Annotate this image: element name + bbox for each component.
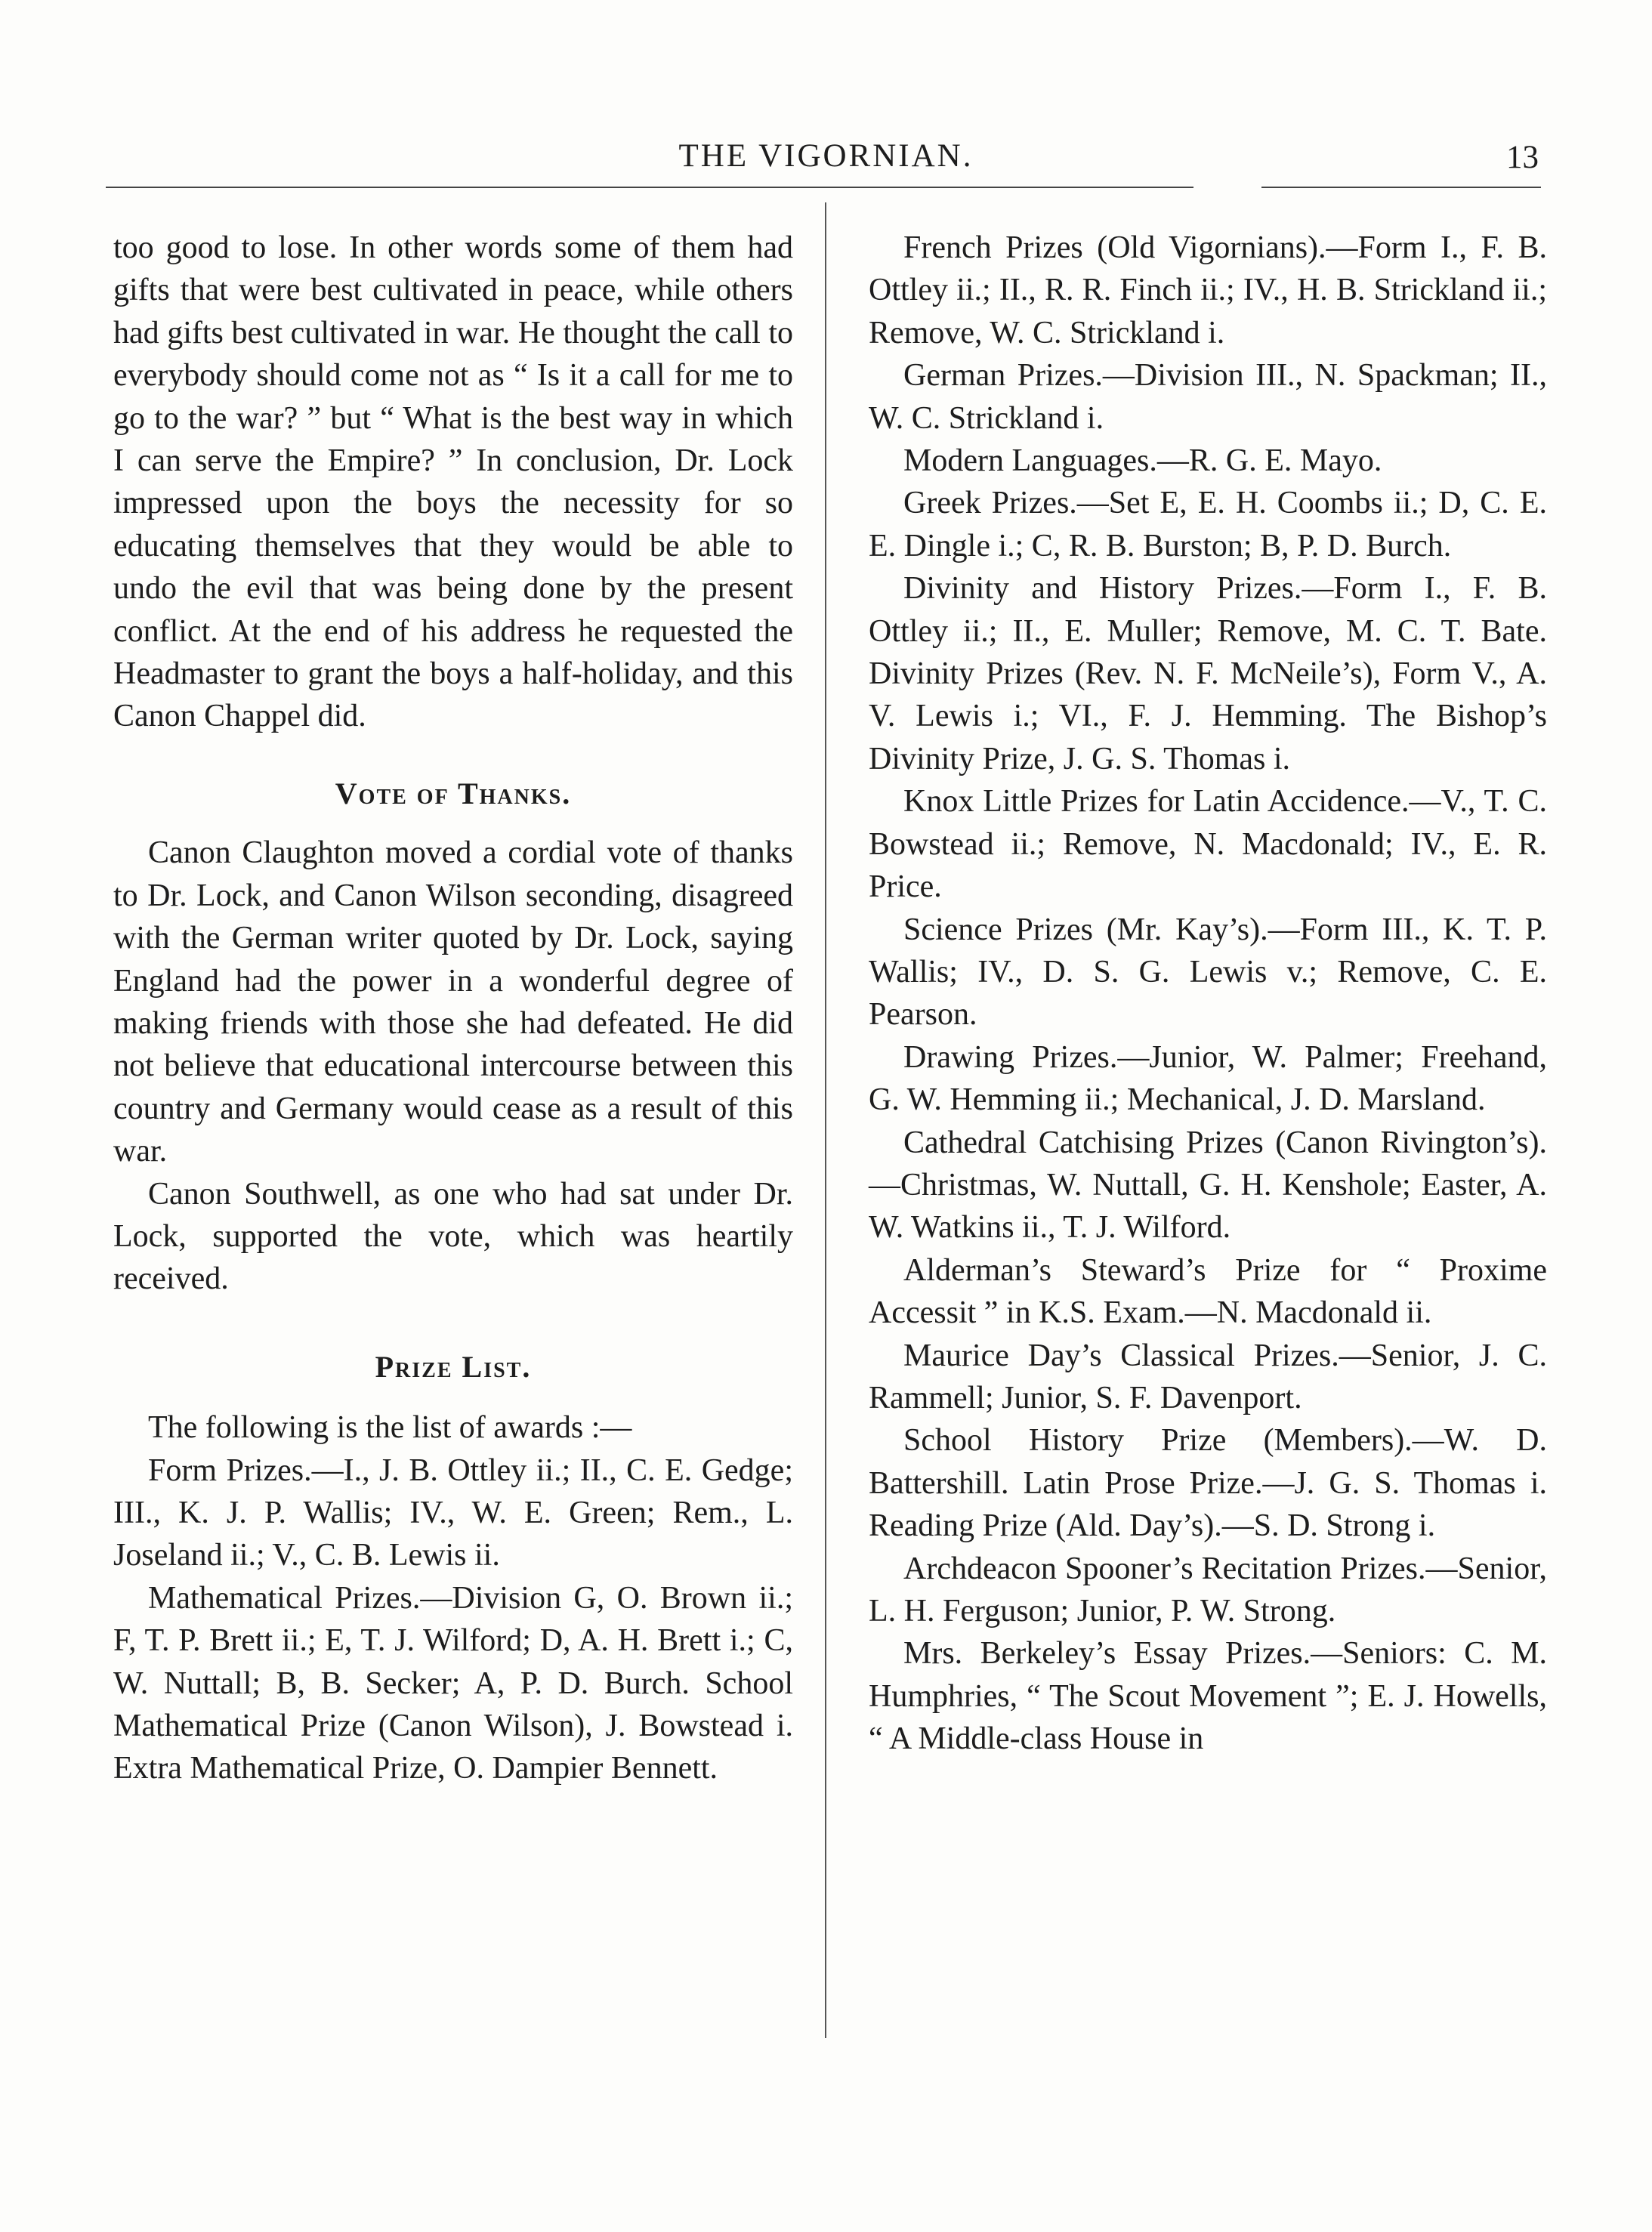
paragraph: German Prizes.—Division III., N. Spackman; II., W. C. Strickland i. [869,358,1547,436]
paragraph: Cathedral Catchising Prizes (Canon Rivington’s).—Christmas, W. Nuttall, G. H. Kenshole; Easter, A. W. Watkins ii., T. J. Wilford. [869,1125,1547,1246]
paragraph: The following is the list of awards :— [148,1410,632,1446]
paragraph: Greek Prizes.—Set E, E. H. Coombs ii.; D, C. E. E. Dingle i.; C, R. B. Burston; B, P. D. Burch. [869,486,1547,563]
section-heading-vote-of-thanks: Vote of Thanks. [335,776,572,810]
section-heading-prize-list: Prize List. [375,1349,532,1384]
paragraph: Mathematical Prizes.—Division G, O. Brown ii.; F, T. P. Brett ii.; E, T. J. Wilford; D, A. H. Brett i.; C, W. Nuttall; B, B. Secker; A, P. D. Burch. School Mathematical Prize (Canon Wilson), J. Bowstead i. Extra Mathematical Prize, O. Dampier Bennett. [113,1580,793,1786]
page-header-title: THE VIGORNIAN. [678,138,974,174]
paragraph: Modern Languages.—R. G. E. Mayo. [903,443,1382,479]
left-column [113,227,793,1790]
paragraph: too good to lose. In other words some of them had gifts that were best cultivated in peace, while others had gifts best cultivated in war. He thought the call to everybody should come not as “ Is it a call for me to go to the war? ” but “ What is the best way in which I can serve the Empire? ” In conclusion, Dr. Lock impressed upon the boys the necessity for so educating themselves that they would be able to undo the evil that was being done by the present conflict. At the end of his address he requested the Headmaster to grant the boys a half-holiday, and this Canon Chappel did. [113,230,793,734]
paragraph: French Prizes (Old Vigornians).—Form I., F. B. Ottley ii.; II., R. R. Finch ii.; IV., H. B. Strickland ii.; Remove, W. C. Strickland i. [869,230,1547,350]
paragraph: Alderman’s Steward’s Prize for “ Proxime Accessit ” in K.S. Exam.—N. Macdonald ii. [869,1252,1547,1331]
paragraph: Canon Southwell, as one who had sat under Dr. Lock, supported the vote, which was heartily received. [113,1176,793,1297]
paragraph: Science Prizes (Mr. Kay’s).—Form III., K. T. P. Wallis; IV., D. S. G. Lewis v.; Remove, C. E. Pearson. [869,912,1547,1033]
column-divider [825,202,826,2038]
paragraph: Mrs. Berkeley’s Essay Prizes.—Seniors: C. M. Humphries, “ The Scout Movement ”; E. J. Howells, “ A Middle-class House in [869,1636,1547,1757]
paragraph: Archdeacon Spooner’s Recitation Prizes.—Senior, L. H. Ferguson; Junior, P. W. Strong. [869,1551,1547,1628]
header-rule-left [106,187,1193,188]
paragraph: Divinity and History Prizes.—Form I., F. B. Ottley ii.; II., E. Muller; Remove, M. C. T. Bate. Divinity Prizes (Rev. N. F. McNeile’s), Form V., A. V. Lewis i.; VI., F. J. Hemming. The Bishop’s Divinity Prize, J. G. S. Thomas i. [869,571,1547,776]
paragraph: Drawing Prizes.—Junior, W. Palmer; Freehand, G. W. Hemming ii.; Mechanical, J. D. Marsland. [869,1039,1547,1118]
page-number: 13 [1506,140,1539,175]
header-rule-right [1261,187,1541,188]
paragraph: School History Prize (Members).—W. D. Battershill. Latin Prose Prize.—J. G. S. Thomas i. Reading Prize (Ald. Day’s).—S. D. Strong i. [869,1423,1547,1544]
paragraph: Knox Little Prizes for Latin Accidence.—V., T. C. Bowstead ii.; Remove, N. Macdonald; IV., E. R. Price. [869,784,1547,905]
right-column [869,227,1547,1761]
paragraph: Form Prizes.—I., J. B. Ottley ii.; II., C. E. Gedge; III., K. J. P. Wallis; IV., W. E. Green; Rem., L. Joseland ii.; V., C. B. Lewis ii. [113,1452,793,1573]
paragraph: Canon Claughton moved a cordial vote of thanks to Dr. Lock, and Canon Wilson seconding, disagreed with the German writer quoted by Dr. Lock, saying England had the power in a wonderful degree of making friends with those she had defeated. He did not believe that educational intercourse between this country and Germany would cease as a result of this war. [113,835,793,1169]
paragraph: Maurice Day’s Classical Prizes.—Senior, J. C. Rammell; Junior, S. F. Davenport. [869,1338,1547,1415]
